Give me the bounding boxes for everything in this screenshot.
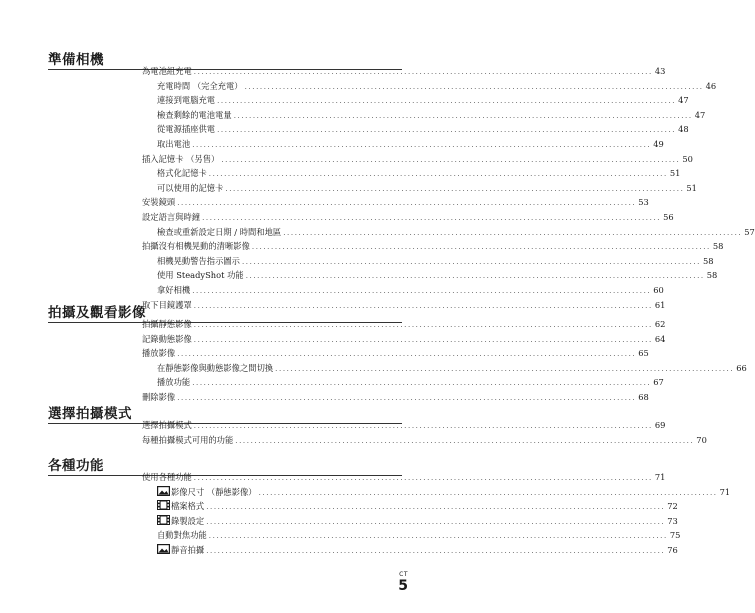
toc-entry-text: 檢查或重新設定日期 / 時間和地區 xyxy=(157,226,282,237)
dot-leader: ........................................................................................................................ xyxy=(177,350,637,359)
toc-entry-text: 播放功能 xyxy=(157,377,191,388)
toc-entry-title xyxy=(157,167,207,180)
dot-leader: ........................................................................................................................ xyxy=(241,257,701,266)
toc-page-number: 58 xyxy=(706,270,718,281)
toc-entry[interactable] xyxy=(157,529,681,542)
dot-leader: ........................................................................................................................ xyxy=(208,170,668,179)
toc-entry-text: 拍攝沒有相機晃動的清晰影像 xyxy=(142,241,250,252)
toc-page-number: 76 xyxy=(667,545,678,555)
toc-entry-title xyxy=(142,211,200,224)
toc-entry-text: 相機晃動警告指示圖示 xyxy=(157,255,240,266)
movie-film-icon xyxy=(157,500,170,510)
toc-entry-text: 插入記憶卡 （另售） xyxy=(142,153,220,164)
toc-entry[interactable] xyxy=(142,196,649,209)
still-image-icon xyxy=(157,486,170,496)
toc-page-number: 50 xyxy=(682,153,693,164)
toc-entry-text: 在靜態影像與動態影像之間切換 xyxy=(157,362,274,373)
dot-leader: ........................................................................................................................ xyxy=(202,214,662,222)
toc-entry[interactable] xyxy=(142,419,666,432)
toc-page-number: 68 xyxy=(638,392,649,402)
toc-entry-title xyxy=(157,182,223,195)
toc-entry[interactable] xyxy=(142,240,724,253)
toc-entry[interactable] xyxy=(157,362,747,375)
dot-leader: ........................................................................................................................ xyxy=(193,301,653,310)
toc-entry-text: 拿好相機 xyxy=(157,285,191,295)
toc-entry-text: 取出電池 xyxy=(157,139,191,149)
dot-leader: ........................................................................................................................ xyxy=(244,82,704,91)
toc-entry-text: 格式化記憶卡 xyxy=(157,168,207,179)
toc-entry[interactable] xyxy=(157,376,664,389)
toc-entry-title xyxy=(142,391,175,404)
toc-entry[interactable] xyxy=(157,94,689,107)
toc-entry-text: 記錄動態影像 xyxy=(142,333,192,344)
toc-entry-title xyxy=(142,299,192,312)
toc-entry[interactable] xyxy=(157,123,689,136)
toc-entry[interactable] xyxy=(157,486,731,499)
dot-leader: ........................................................................................................................ xyxy=(275,364,735,373)
toc-entry-text: 檔案格式 xyxy=(171,501,205,512)
toc-entry[interactable] xyxy=(157,284,664,297)
toc-entry-title xyxy=(157,255,240,268)
dot-leader: ........................................................................................................................ xyxy=(251,243,711,252)
section-title: 拍攝及觀看影像 xyxy=(48,305,146,321)
toc-entry-text: 檢查剩餘的電池電量 xyxy=(157,109,232,120)
dot-leader: ........................................................................................................................ xyxy=(193,474,653,482)
dot-leader: ........................................................................................................................ xyxy=(245,272,705,281)
toc-entry-text: 刪除影像 xyxy=(142,392,176,402)
toc-page-number: 64 xyxy=(654,333,666,344)
toc-entry-title xyxy=(142,318,192,331)
toc-page-number: 51 xyxy=(669,168,681,179)
toc-entry[interactable] xyxy=(157,182,697,195)
toc-entry[interactable] xyxy=(142,347,649,360)
toc-entry-text: 拍攝靜態影像 xyxy=(142,319,192,329)
language-code: CT xyxy=(399,571,408,578)
toc-page-number: 51 xyxy=(686,182,697,193)
dot-leader: ........................................................................................................................ xyxy=(217,97,677,106)
toc-entry-title xyxy=(142,434,233,447)
toc-page-number: 67 xyxy=(653,377,664,388)
dot-leader: ........................................................................................................................ xyxy=(206,503,666,512)
toc-entry-title xyxy=(142,196,175,209)
toc-entry[interactable] xyxy=(142,471,666,484)
dot-leader: ........................................................................................................................ xyxy=(217,126,677,135)
toc-entry[interactable] xyxy=(142,434,707,447)
toc-entry[interactable] xyxy=(142,318,666,331)
dot-leader: ........................................................................................................................ xyxy=(225,184,685,193)
section-title: 各種功能 xyxy=(48,458,104,474)
dot-leader: ........................................................................................................................ xyxy=(192,287,652,295)
toc-entry-text: 從電源插座供電 xyxy=(157,124,216,135)
toc-entry[interactable] xyxy=(142,333,666,346)
toc-page-number: 58 xyxy=(712,241,724,252)
toc-page-number: 47 xyxy=(694,109,706,120)
toc-page-number: 73 xyxy=(667,515,678,526)
dot-leader: ........................................................................................................................ xyxy=(233,111,693,120)
toc-page-number: 46 xyxy=(705,80,717,91)
page-number: 5 xyxy=(398,578,408,594)
section-title: 準備相機 xyxy=(48,52,104,68)
toc-entry-title xyxy=(157,226,281,239)
toc-page-number: 53 xyxy=(638,197,649,208)
toc-page-number: 75 xyxy=(669,530,681,541)
toc-entry-title xyxy=(157,138,190,151)
toc-entry-title xyxy=(142,471,192,484)
dot-leader: ........................................................................................................................ xyxy=(235,436,695,445)
toc-entry-text: 靜音拍攝 xyxy=(171,545,205,555)
toc-entry-title xyxy=(142,153,219,166)
toc-page-number: 69 xyxy=(654,420,666,430)
toc-entry-text: 影像尺寸 （靜態影像） xyxy=(171,486,257,497)
toc-entry-text: 使用 SteadyShot 功能 xyxy=(157,270,244,281)
toc-entry-title xyxy=(157,515,204,528)
toc-entry[interactable] xyxy=(142,153,693,166)
dot-leader: ........................................................................................................................ xyxy=(258,488,718,497)
toc-page-number: 71 xyxy=(654,472,666,482)
toc-page-number: 66 xyxy=(736,362,747,373)
toc-entry-title xyxy=(157,80,243,93)
toc-entry-title xyxy=(157,486,257,499)
toc-entry-title xyxy=(157,269,244,282)
toc-page-number: 48 xyxy=(678,124,689,135)
toc-page-number: 57 xyxy=(744,226,755,237)
dot-leader: ........................................................................................................................ xyxy=(192,379,652,388)
still-image-icon xyxy=(157,544,170,554)
toc-entry-title xyxy=(157,362,273,375)
movie-film-icon xyxy=(157,515,170,525)
toc-entry-title xyxy=(157,284,190,297)
toc-entry-title xyxy=(157,544,204,557)
toc-entry-title xyxy=(157,109,232,122)
toc-page-number: 71 xyxy=(719,486,731,497)
section-title: 選擇拍攝模式 xyxy=(48,406,132,422)
toc-entry-title xyxy=(157,94,215,107)
toc-entry-title xyxy=(142,347,175,360)
toc-entry[interactable] xyxy=(142,65,666,78)
toc-entry[interactable] xyxy=(157,255,714,268)
toc-entry-text: 可以使用的記憶卡 xyxy=(157,182,224,193)
toc-entry[interactable] xyxy=(142,391,649,404)
dot-leader: ........................................................................................................................ xyxy=(177,199,637,208)
toc-page-number: 60 xyxy=(653,285,664,295)
toc-entry-title xyxy=(142,65,192,78)
dot-leader: ........................................................................................................................ xyxy=(208,532,668,541)
toc-entry[interactable] xyxy=(157,167,681,180)
toc-page-number: 72 xyxy=(667,501,678,512)
dot-leader: ........................................................................................................................ xyxy=(193,68,653,76)
toc-entry-text: 使用各種功能 xyxy=(142,472,192,482)
toc-page-number: 62 xyxy=(654,319,666,329)
toc-entry-title xyxy=(157,123,215,136)
toc-entry[interactable] xyxy=(157,109,706,122)
toc-entry-text: 播放影像 xyxy=(142,348,176,359)
toc-page-number: 56 xyxy=(663,212,674,222)
dot-leader: ........................................................................................................................ xyxy=(221,155,681,164)
toc-entry-title xyxy=(157,376,190,389)
dot-leader: ........................................................................................................................ xyxy=(193,422,653,430)
dot-leader: ........................................................................................................................ xyxy=(283,228,743,237)
toc-entry-title xyxy=(142,333,192,346)
toc-entry-title xyxy=(157,500,204,513)
toc-entry-text: 為電池組充電 xyxy=(142,66,192,76)
toc-entry[interactable] xyxy=(157,544,678,557)
toc-page-number: 49 xyxy=(653,139,664,149)
toc-entry[interactable] xyxy=(157,80,717,93)
toc-entry-title xyxy=(142,419,192,432)
toc-entry[interactable] xyxy=(157,226,755,239)
toc-entry-title xyxy=(142,240,250,253)
toc-entry[interactable] xyxy=(157,269,718,282)
toc-entry-text: 錄製設定 xyxy=(171,515,205,526)
dot-leader: ........................................................................................................................ xyxy=(206,517,666,526)
dot-leader: ........................................................................................................................ xyxy=(193,321,653,329)
dot-leader: ........................................................................................................................ xyxy=(192,141,652,149)
page-number-block xyxy=(386,572,408,593)
dot-leader: ........................................................................................................................ xyxy=(206,547,666,555)
toc-entry[interactable] xyxy=(157,138,664,151)
toc-entry-text: 選擇拍攝模式 xyxy=(142,420,192,430)
toc-entry-text: 取下目鏡護罩 xyxy=(142,299,192,310)
toc-entry-text: 充電時間 （完全充電） xyxy=(157,80,243,91)
toc-page-number: 61 xyxy=(654,299,666,310)
toc-page-number: 58 xyxy=(703,255,714,266)
toc-entry-text: 安裝鏡頭 xyxy=(142,197,176,208)
dot-leader: ........................................................................................................................ xyxy=(177,394,637,402)
toc-page-number: 70 xyxy=(696,434,707,445)
toc-entry[interactable] xyxy=(157,515,678,528)
toc-page-number: 65 xyxy=(638,348,649,359)
toc-page-number: 47 xyxy=(678,95,689,106)
toc-entry-text: 每種拍攝模式可用的功能 xyxy=(142,434,234,445)
toc-entry[interactable] xyxy=(142,299,666,312)
toc-entry-title xyxy=(157,529,207,542)
toc-entry-text: 設定語言與時鐘 xyxy=(142,212,201,222)
toc-entry[interactable] xyxy=(157,500,678,513)
toc-page-number: 43 xyxy=(654,66,666,76)
toc-entry[interactable] xyxy=(142,211,674,224)
toc-entry-text: 連接到電腦充電 xyxy=(157,95,216,106)
toc-entry-text: 自動對焦功能 xyxy=(157,530,207,541)
dot-leader: ........................................................................................................................ xyxy=(193,335,653,344)
